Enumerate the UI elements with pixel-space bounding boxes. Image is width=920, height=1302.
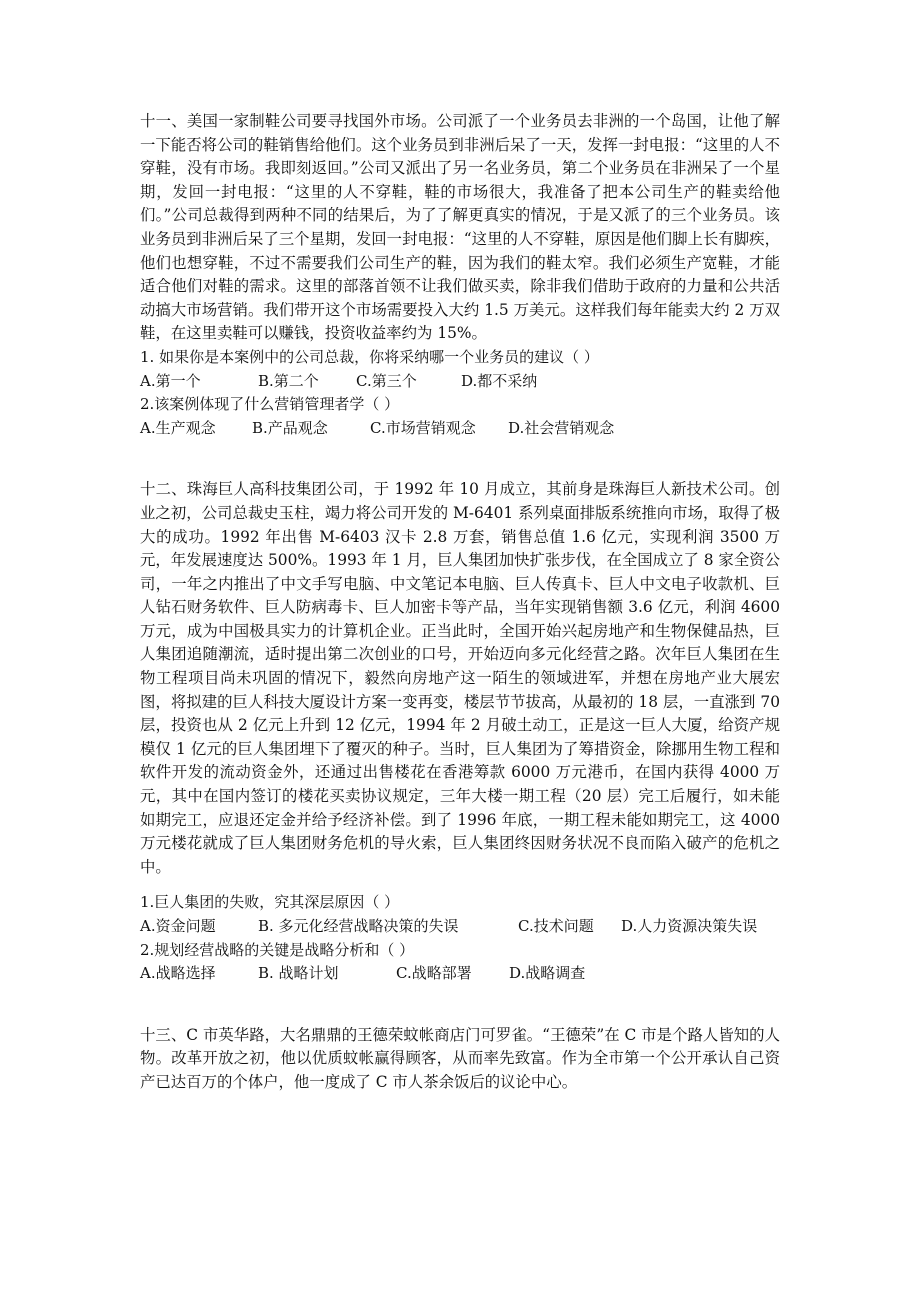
option-d: D.都不采纳	[461, 371, 538, 390]
case-12-question-1: 1.巨人集团的失败，究其深层原因（ ）	[140, 893, 400, 912]
case-11-question-2-options	[140, 417, 780, 441]
option-d: D.人力资源决策失误	[621, 917, 758, 935]
case-11-text: 十一、美国一家制鞋公司要寻找国外市场。公司派了一个业务员去非洲的一个岛国，让他了解一下能否将公司的鞋销售给他们。这个业务员到非洲后呆了一天，发挥一封电报：“这里的人不穿鞋，没有市场。我即刻返回。”公司又派出了另一名业务员，第二个业务员在非洲呆了一个星期，发回一封电报：“这里的人不穿鞋，鞋的市场很大，我准备了把本公司生产的鞋卖给他们。”公司总裁得到两种不同的结果后，为了了解更真实的情况，于是又派了的三个业务员。该业务员到非洲后呆了三个星期，发回一封电报：“这里的人不穿鞋，原因是他们脚上长有脚疾，他们也想穿鞋，不过不需要我们公司生产的鞋，因为我们的鞋太窄。我们必须生产宽鞋，才能适合他们对鞋的需求。这里的部落首领不让我们做买卖，除非我们借助于政府的力量和公共活动搞大市场营销。我们带开这个市场需要投入大约 1.5 万美元。这样我们每年能卖大约 2 万双鞋，在这里卖鞋可以赚钱，投资收益率约为 15%。	[140, 112, 780, 343]
option-b: B. 战略计划	[258, 964, 339, 983]
option-b: B. 多元化经营战略决策的失误	[258, 917, 459, 935]
case-13-text: 十三、C 市英华路，大名鼎鼎的王德荣蚊帐商店门可罗雀。“王德荣”在 C 市是个路人皆知的人物。改革开放之初，他以优质蚊帐赢得顾客，从而率先致富。作为全市第一个公开承认自己资产已达百万的个体户，他一度成了 C 市人茶余饭后的议论中心。	[140, 1025, 780, 1091]
case-12-question-1-options	[140, 915, 780, 939]
option-b: B.第二个	[258, 371, 319, 390]
option-d: D.社会营销观念	[508, 418, 615, 437]
case-11-question-1-options	[140, 370, 780, 394]
case-12-question-2: 2.规划经营战略的关键是战略分析和（ ）	[140, 940, 415, 959]
option-a: A.战略选择	[140, 964, 216, 983]
case-12-text: 十二、珠海巨人高科技集团公司，于 1992 年 10 月成立，其前身是珠海巨人新技术公司。创业之初，公司总裁史玉柱，竭力将公司开发的 M-6401 系列桌面排版系统推向市场，取得了极大的成功。1992 年出售 M-6403 汉卡 2.8 万套，销售总值 1.6 亿元，实现利润 3500 万元，年发展速度达 500%。1993 年 1 月，巨人集团加快扩张步伐，在全国成立了 8 家全资公司，一年之内推出了中文手写电脑、中文笔记本电脑、巨人传真卡、巨人中文电子收款机、巨人钻石财务软件、巨人防病毒卡、巨人加密卡等产品，当年实现销售额 3.6 亿元，利润 4600 万元，成为中国极具实力的计算机企业。正当此时，全国开始兴起房地产和生物保健品热，巨人集团追随潮流，适时提出第二次创业的口号，开始迈向多元化经营之路。次年巨人集团在生物工程项目尚未巩固的情况下，毅然向房地产这一陌生的领域进军，并想在房地产业大展宏图，将拟建的巨人科技大厦设计方案一变再变，楼层节节拔高，从最初的 18 层，一直涨到 70 层，投资也从 2 亿元上升到 12 亿元，1994 年 2 月破土动工，正是这一巨人大厦，给资产规模仅 1 亿元的巨人集团埋下了覆灭的种子。当时，巨人集团为了筹措资金，除挪用生物工程和软件开发的流动资金外，还通过出售楼花在香港筹款 6000 万元港币，在国内获得 4000 万元，其中在国内签订的楼花买卖协议规定，三年大楼一期工程（20 层）完工后履行，如未能如期完工，应退还定金并给予经济补偿。到了 1996 年底，一期工程未能如期完工，这 4000 万元楼花就成了巨人集团财务危机的导火索，巨人集团终因财务状况不良而陷入破产的危机之中。	[140, 480, 780, 876]
spacer	[140, 879, 780, 891]
case-11	[140, 110, 780, 440]
option-c: C.市场营销观念	[370, 418, 476, 437]
case-12	[140, 478, 780, 985]
option-a: A.第一个	[140, 371, 201, 390]
case-11-question-2: 2.该案例体现了什么营销管理者学（ ）	[140, 395, 400, 414]
option-c: C.技术问题	[518, 917, 594, 935]
option-c: C.战略部署	[396, 964, 472, 983]
option-b: B.产品观念	[252, 418, 328, 437]
option-a: A.生产观念	[140, 418, 216, 437]
case-11-question-1: 1. 如果你是本案例中的公司总裁，你将采纳哪一个业务员的建议（ ）	[140, 347, 599, 366]
spacer	[140, 986, 780, 1024]
option-d: D.战略调查	[509, 964, 586, 983]
case-13	[140, 1024, 780, 1095]
option-a: A.资金问题	[140, 917, 216, 935]
spacer	[140, 440, 780, 478]
option-c: C.第三个	[356, 371, 417, 390]
case-12-question-2-options	[140, 962, 780, 986]
